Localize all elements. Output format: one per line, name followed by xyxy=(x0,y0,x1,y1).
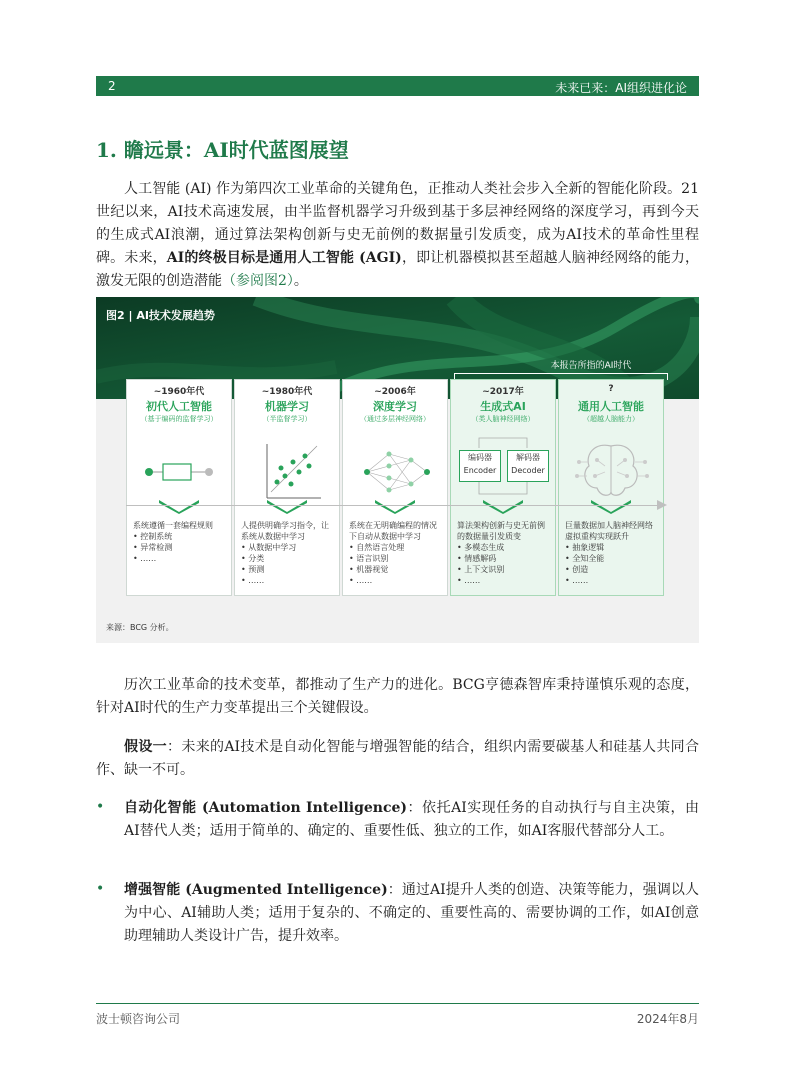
bullet-body: ：依托AI实现任务的自动执行与自主决策，由AI替代人类；适用于简单的、确定的、重要性低、独立的工作，如AI客服代替部分人工。 xyxy=(124,800,699,839)
card-item: • 创造 xyxy=(565,565,589,574)
bullet-dot-icon: • xyxy=(96,881,105,897)
bullet-text xyxy=(124,797,699,843)
card-item: • …… xyxy=(349,576,373,585)
card-item: • 语言识别 xyxy=(349,554,389,563)
card-item: • 情感解码 xyxy=(457,554,497,563)
hypothesis-one xyxy=(96,736,699,782)
card-subtitle: （通过多层神经网络） xyxy=(360,415,430,423)
productivity-paragraph: 历次工业革命的技术变革，都推动了生产力的进化。BCG亨德森智库秉持谨慎乐观的态度，针对AI时代的生产力变革提出三个关键假设。 xyxy=(96,677,699,716)
card-year: ~2017年 xyxy=(482,387,524,397)
chevron-down-icon xyxy=(483,500,523,514)
card-machine-learning xyxy=(234,379,340,596)
figure-reference-link[interactable]: （参阅图2） xyxy=(222,273,294,289)
footer-divider xyxy=(96,1003,699,1004)
card-item: • 自然语言处理 xyxy=(349,543,405,552)
report-title: 未来已来：AI组织进化论 xyxy=(555,81,687,95)
card-early-ai xyxy=(126,379,232,596)
card-name: 生成式AI xyxy=(480,400,526,413)
arrow-right-icon xyxy=(657,500,667,510)
card-subtitle: （超越人脑能力） xyxy=(583,415,639,423)
intro-paragraph xyxy=(96,178,699,293)
footer-org: 波士顿咨询公司 xyxy=(96,1012,181,1026)
card-agi xyxy=(558,379,664,596)
figure-source: 来源：BCG 分析。 xyxy=(106,623,174,632)
card-generative-ai xyxy=(450,379,556,596)
card-subtitle: （基于编码的监督学习） xyxy=(140,415,218,423)
card-subtitle: （类人脑神经网络） xyxy=(471,415,535,423)
intro-end: 。 xyxy=(293,273,308,289)
card-item: • 多模态生成 xyxy=(457,543,505,552)
card-item: • 上下文识别 xyxy=(457,565,505,574)
card-item: • 异常检测 xyxy=(133,543,173,552)
hypothesis-text: ：未来的AI技术是自动化智能与增强智能的结合，组织内需要碳基人和硅基人共同合作、缺一不可。 xyxy=(96,739,700,778)
intro-text: 人工智能 (AI) 作为第四次工业革命的关键角色，正推动人类社会步入全新的智能化阶段。21世纪以来，AI技术高速发展，由半监督机器学习升级到基于多层神经网络的深度学习，再到今天的生成式AI浪潮，通过算法架构创新与史无前例的数据量引发质变，成为AI技术的革命性里程碑。未来， xyxy=(96,181,699,266)
card-desc-head: 系统在无明确编程的情况下自动从数据中学习 xyxy=(349,521,437,541)
card-item: • 预测 xyxy=(241,565,265,574)
bullet-text xyxy=(124,879,699,948)
card-description xyxy=(241,520,335,586)
card-year: ~1960年代 xyxy=(153,387,205,397)
card-deep-learning xyxy=(342,379,448,596)
bullet-dot-icon: • xyxy=(96,799,105,815)
figure-title: 图2 | AI技术发展趋势 xyxy=(106,309,215,322)
card-item: • 控制系统 xyxy=(133,532,173,541)
encoder-box: 编码器 Encoder xyxy=(459,450,501,482)
card-item: • 机器视觉 xyxy=(349,565,389,574)
card-name: 通用人工智能 xyxy=(578,400,644,413)
card-item: • 分类 xyxy=(241,554,265,563)
card-desc-head: 巨量数据加人脑神经网络虚拟重构实现跃升 xyxy=(565,521,653,541)
hypothesis-label: 假设一 xyxy=(124,739,168,755)
chevron-down-icon xyxy=(267,500,307,514)
card-subtitle: （半监督学习） xyxy=(262,415,312,423)
card-item: • 全知全能 xyxy=(565,554,605,563)
card-description xyxy=(349,520,443,586)
card-item: • …… xyxy=(241,576,265,585)
chevron-down-icon xyxy=(591,500,631,514)
decoder-box: 解码器 Decoder xyxy=(507,450,549,482)
chevron-down-icon xyxy=(159,500,199,514)
card-item: • …… xyxy=(133,554,157,563)
card-name: 机器学习 xyxy=(265,400,309,413)
card-description xyxy=(457,520,551,586)
card-item: • …… xyxy=(565,576,589,585)
card-year: ~2006年 xyxy=(374,387,416,397)
card-item: • 从数据中学习 xyxy=(241,543,297,552)
card-name: 深度学习 xyxy=(373,400,417,413)
bullet-term: 增强智能 (Augmented Intelligence) xyxy=(124,882,388,898)
card-desc-head: 系统遵循一套编程规则 xyxy=(133,521,213,530)
chevron-down-icon xyxy=(375,500,415,514)
card-item: • 抽象逻辑 xyxy=(565,543,605,552)
card-year: ~1980年代 xyxy=(261,387,313,397)
footer-date: 2024年8月 xyxy=(636,1012,699,1026)
card-description xyxy=(133,520,227,564)
intro-tail: ，即让机器模拟甚至超越人脑神经网络的能力，激发无限的创造潜能 xyxy=(96,250,700,289)
card-name: 初代人工智能 xyxy=(146,400,212,413)
ai-era-label: 本报告所指的AI时代 xyxy=(550,361,632,371)
figure-ai-trend xyxy=(96,297,699,643)
bullet-term: 自动化智能 (Automation Intelligence) xyxy=(124,800,408,816)
card-desc-head: 算法架构创新与史无前例的数据量引发质变 xyxy=(457,521,545,541)
timeline-arrow xyxy=(126,505,661,506)
card-desc-head: 人提供明确学习指令，让系统从数据中学习 xyxy=(241,521,329,541)
bullet-body: ：通过AI提升人类的创造、决策等能力，强调以人为中心、AI辅助人类；适用于复杂的、不确定的、重要性高的、需要协调的工作，如AI创意助理辅助人类设计广告，提升效率。 xyxy=(124,882,699,944)
card-description xyxy=(565,520,659,586)
page-number: 2 xyxy=(108,79,116,93)
section-heading: 1. 瞻远景：AI时代蓝图展望 xyxy=(96,138,349,162)
card-year: ? xyxy=(608,384,614,394)
agi-emphasis: AI的终极目标是通用人工智能 (AGI) xyxy=(166,250,402,266)
running-header xyxy=(96,76,699,96)
card-item: • …… xyxy=(457,576,481,585)
